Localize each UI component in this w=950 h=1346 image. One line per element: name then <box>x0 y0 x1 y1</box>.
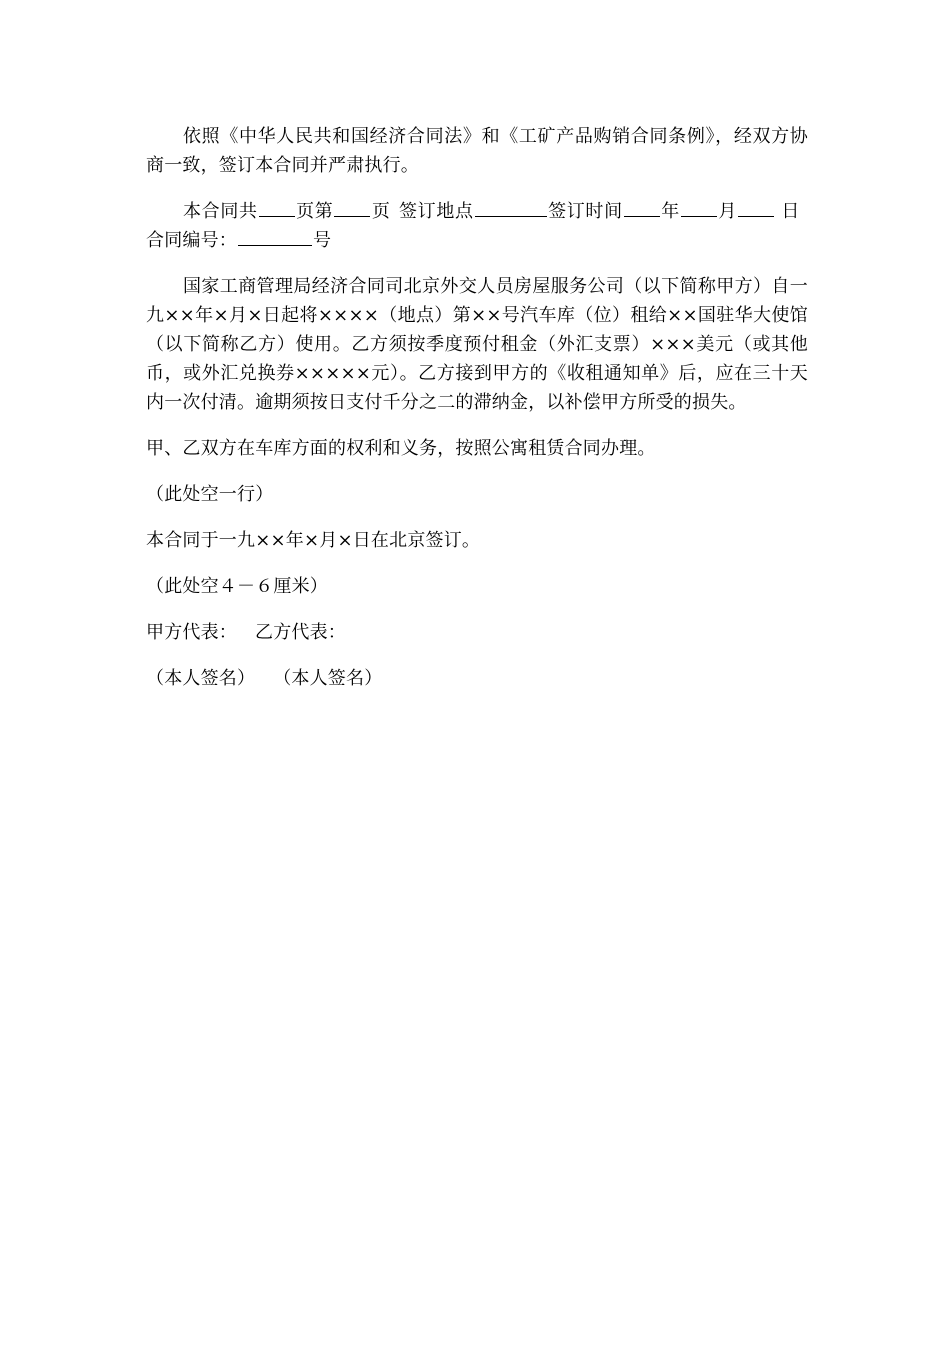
label-sign-place: 签订地点 <box>398 201 474 222</box>
label-year: 年 <box>660 201 680 222</box>
paragraph-lease-terms: 国家工商管理局经济合同司北京外交人员房屋服务公司（以下简称甲方）自一九××年×月×日起将××××（地点）第××号汽车库（位）租给××国驻华大使馆（以下简称乙方）使用。乙方须按季度预付租金（外汇支票）×××美元（或其他币，或外汇兑换券×××××元）。乙方接到甲方的《收租通知单》后，应在三十天内一次付清。逾期须按日支付千分之二的滞纳金，以补偿甲方所受的损失。 <box>146 276 808 413</box>
note-blank-space: （此处空４－６厘米） <box>146 576 328 597</box>
signature-party-a: （本人签名） <box>146 668 256 689</box>
blank-total-pages[interactable] <box>259 198 295 217</box>
paragraph-contract-info <box>146 197 808 255</box>
paragraph-rights-obligations: 甲、乙双方在车库方面的权利和义务，按照公寓租赁合同办理。 <box>146 438 656 459</box>
paragraph-signing-date: 本合同于一九××年×月×日在北京签订。 <box>146 530 481 551</box>
blank-page-no[interactable] <box>334 198 370 217</box>
signatures-line <box>146 664 808 693</box>
blank-sign-place[interactable] <box>475 198 547 217</box>
label-month: 月 <box>717 201 737 222</box>
blank-month[interactable] <box>681 198 717 217</box>
label-page-no: 页第 <box>295 201 334 222</box>
label-total-pages: 本合同共 <box>183 201 258 222</box>
blank-year[interactable] <box>624 198 660 217</box>
document-body <box>146 122 808 710</box>
label-day: 日 <box>781 201 801 222</box>
label-party-a-rep: 甲方代表： <box>146 622 237 643</box>
label-number-suffix: 号 <box>313 230 332 251</box>
label-party-b-rep: 乙方代表： <box>255 622 346 643</box>
label-sign-time: 签订时间 <box>547 201 623 222</box>
label-contract-no: 合同编号： <box>146 230 237 251</box>
representatives-line <box>146 618 808 647</box>
paragraph-preamble: 依照《中华人民共和国经济合同法》和《工矿产品购销合同条例》，经双方协商一致，签订本合同并严肃执行。 <box>146 126 808 176</box>
note-blank-line: （此处空一行） <box>146 484 274 505</box>
signature-party-b: （本人签名） <box>273 668 383 689</box>
blank-day[interactable] <box>738 198 774 217</box>
label-page: 页 <box>371 201 391 222</box>
blank-contract-no[interactable] <box>238 227 312 246</box>
